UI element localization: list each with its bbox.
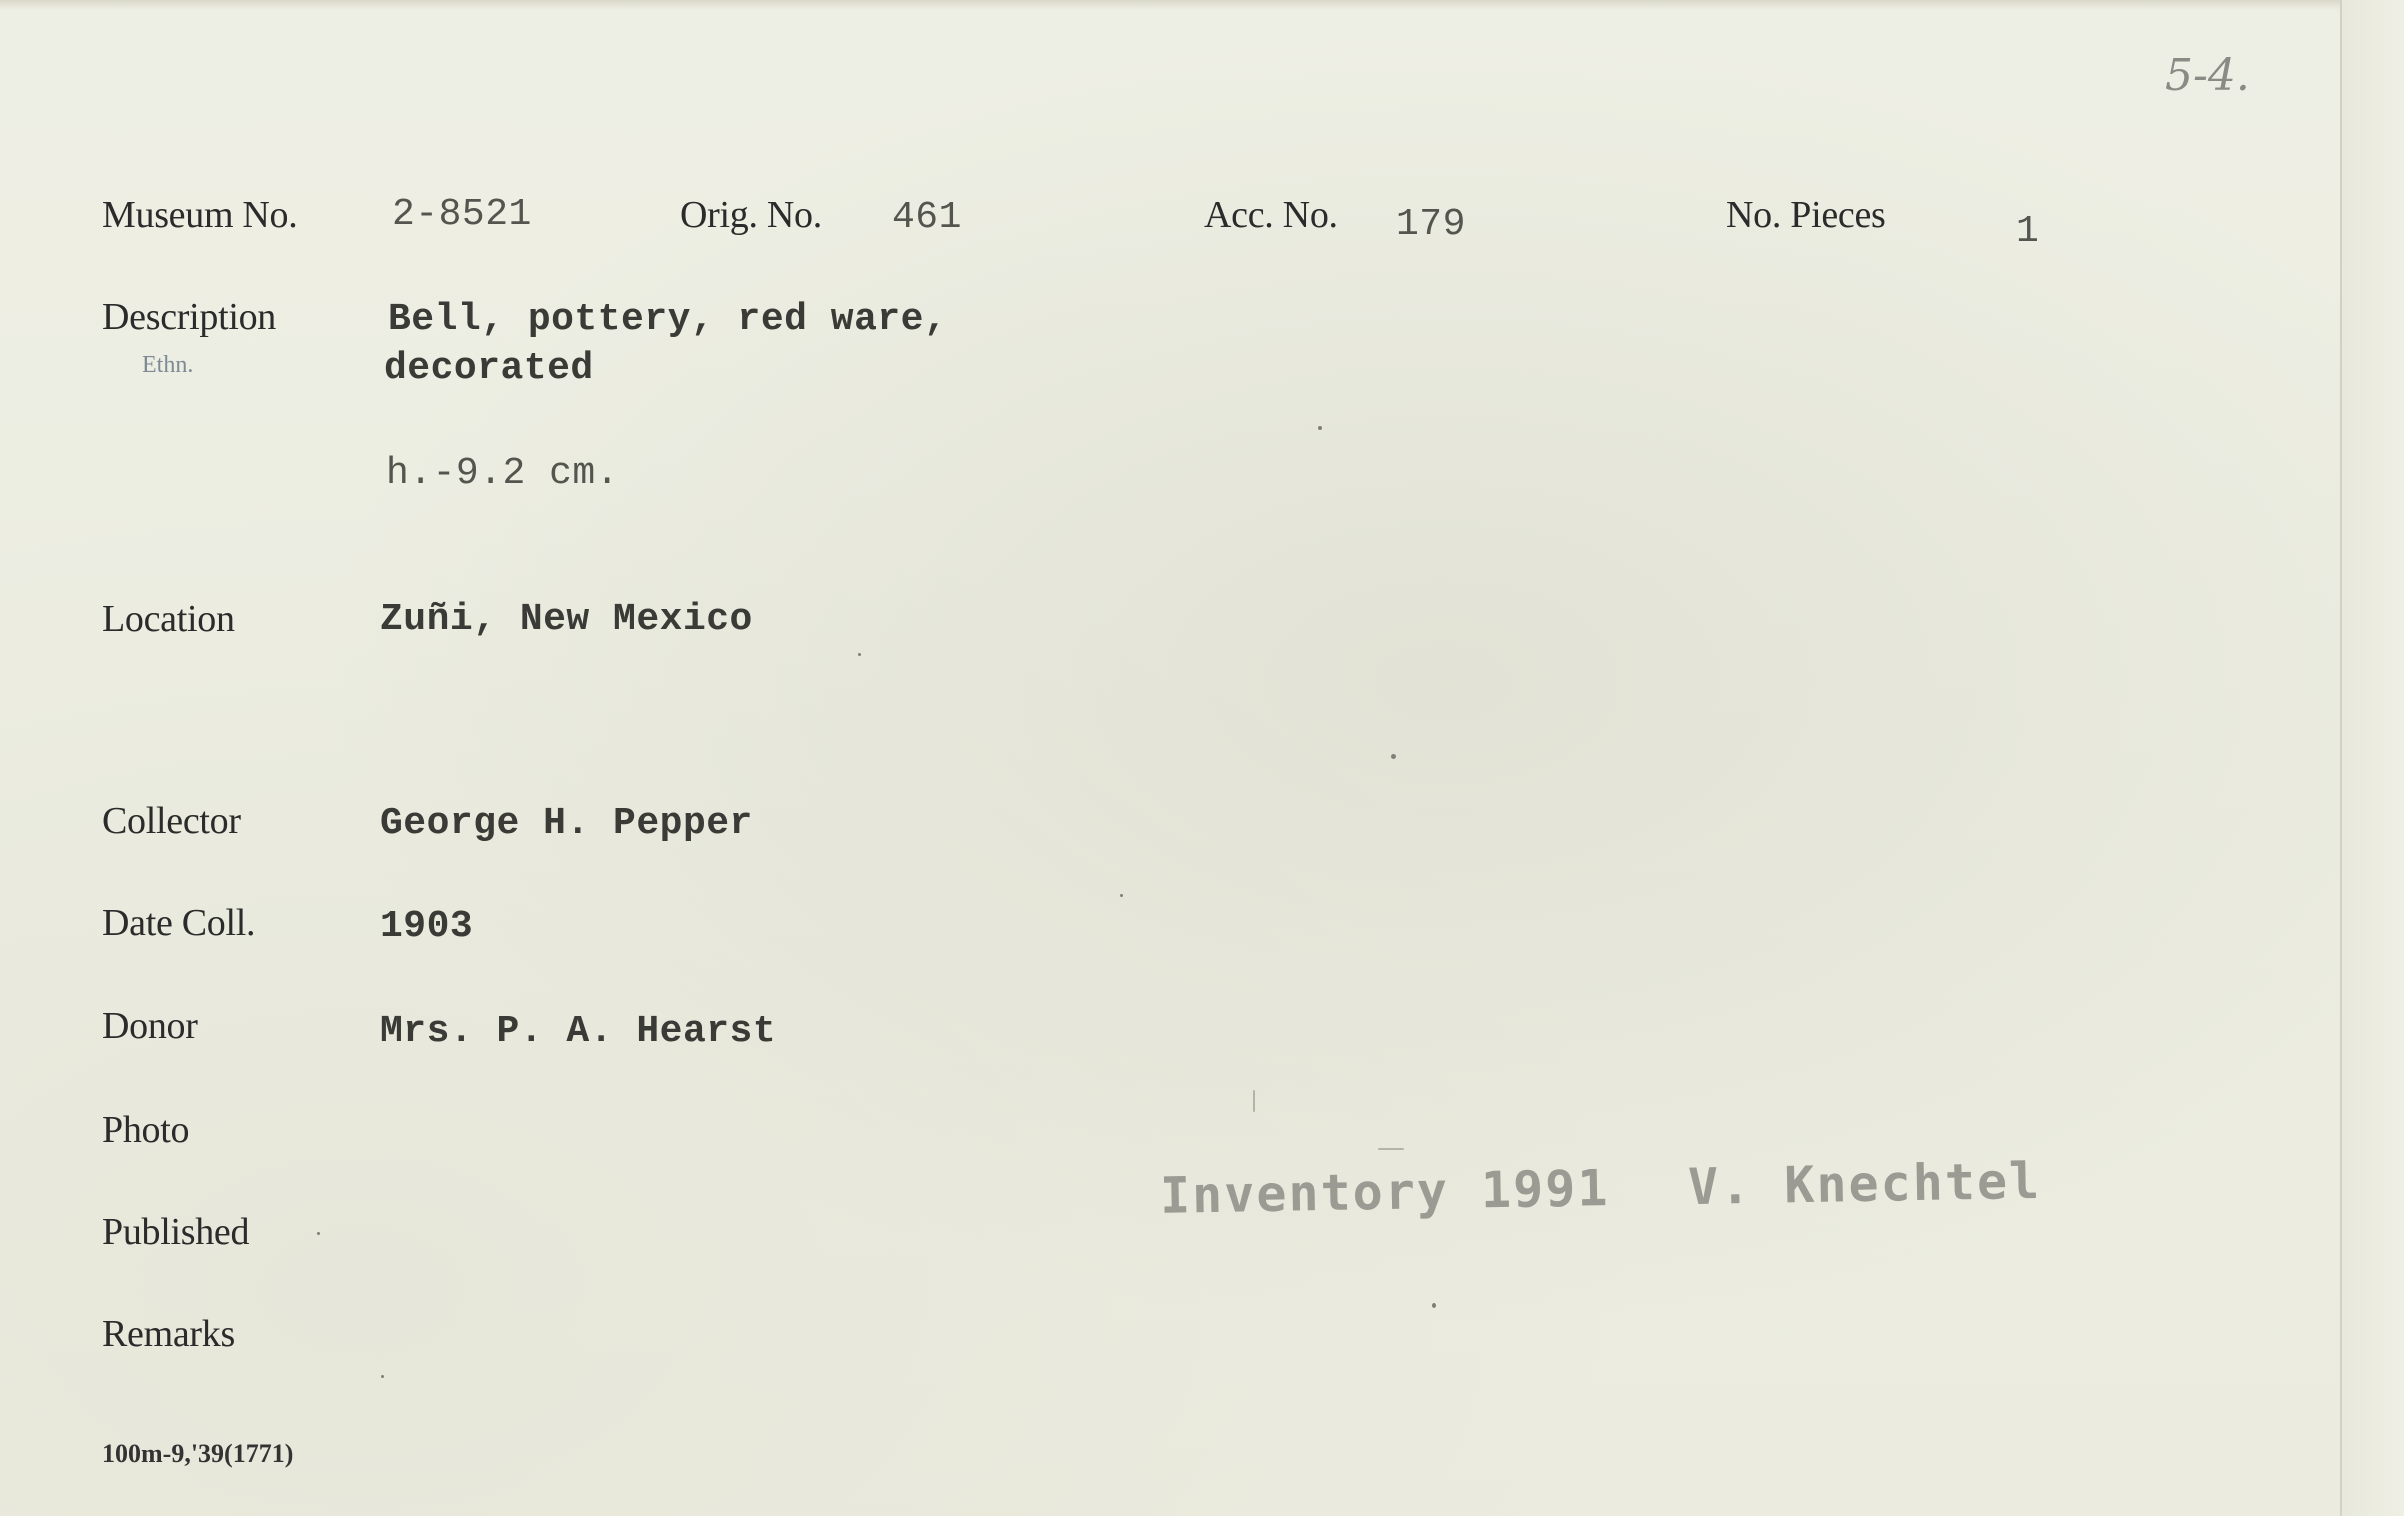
description-sublabel: Ethn. bbox=[142, 352, 194, 378]
location-label: Location bbox=[102, 598, 235, 640]
date-coll-value: 1903 bbox=[380, 905, 474, 948]
acc-no-label: Acc. No. bbox=[1204, 194, 1338, 236]
card-right-edge bbox=[2340, 0, 2404, 1516]
location-value: Zuñi, New Mexico bbox=[380, 598, 753, 641]
form-print-code: 100m-9,'39(1771) bbox=[102, 1439, 294, 1468]
paper-speck bbox=[381, 1375, 384, 1378]
collector-value: George H. Pepper bbox=[380, 802, 753, 845]
description-label: Description bbox=[102, 296, 276, 338]
published-label: Published bbox=[102, 1211, 250, 1253]
inventory-stamp: Inventory 1991 bbox=[1159, 1159, 1610, 1225]
card-top-edge bbox=[0, 0, 2404, 10]
museum-no-value: 2-8521 bbox=[392, 193, 532, 236]
donor-value: Mrs. P. A. Hearst bbox=[380, 1010, 777, 1053]
acc-no-value: 179 bbox=[1396, 203, 1466, 246]
no-pieces-value: 1 bbox=[2016, 210, 2040, 253]
paper-speck bbox=[1432, 1303, 1436, 1308]
remarks-label: Remarks bbox=[102, 1313, 235, 1355]
description-measurement: h.-9.2 cm. bbox=[386, 452, 620, 495]
date-coll-label: Date Coll. bbox=[102, 902, 256, 944]
description-line-1: Bell, pottery, red ware, bbox=[388, 298, 948, 341]
paper-speck bbox=[1318, 426, 1322, 430]
orig-no-value: 461 bbox=[892, 196, 962, 239]
paper-speck bbox=[1120, 894, 1123, 897]
paper-speck bbox=[317, 1232, 320, 1235]
paper-speck bbox=[1253, 1090, 1255, 1112]
paper-speck bbox=[858, 653, 861, 656]
paper-speck bbox=[1378, 1148, 1404, 1150]
donor-label: Donor bbox=[102, 1005, 198, 1047]
no-pieces-label: No. Pieces bbox=[1726, 194, 1886, 236]
paper-speck bbox=[1391, 754, 1396, 759]
description-line-2: decorated bbox=[384, 347, 594, 390]
photo-label: Photo bbox=[102, 1109, 190, 1151]
museum-no-label: Museum No. bbox=[102, 194, 298, 236]
collector-label: Collector bbox=[102, 800, 241, 842]
corner-handwritten-note: 5-4. bbox=[2165, 50, 2250, 101]
orig-no-label: Orig. No. bbox=[680, 194, 822, 236]
inventory-stamp-name: V. Knechtel bbox=[1687, 1151, 2042, 1217]
